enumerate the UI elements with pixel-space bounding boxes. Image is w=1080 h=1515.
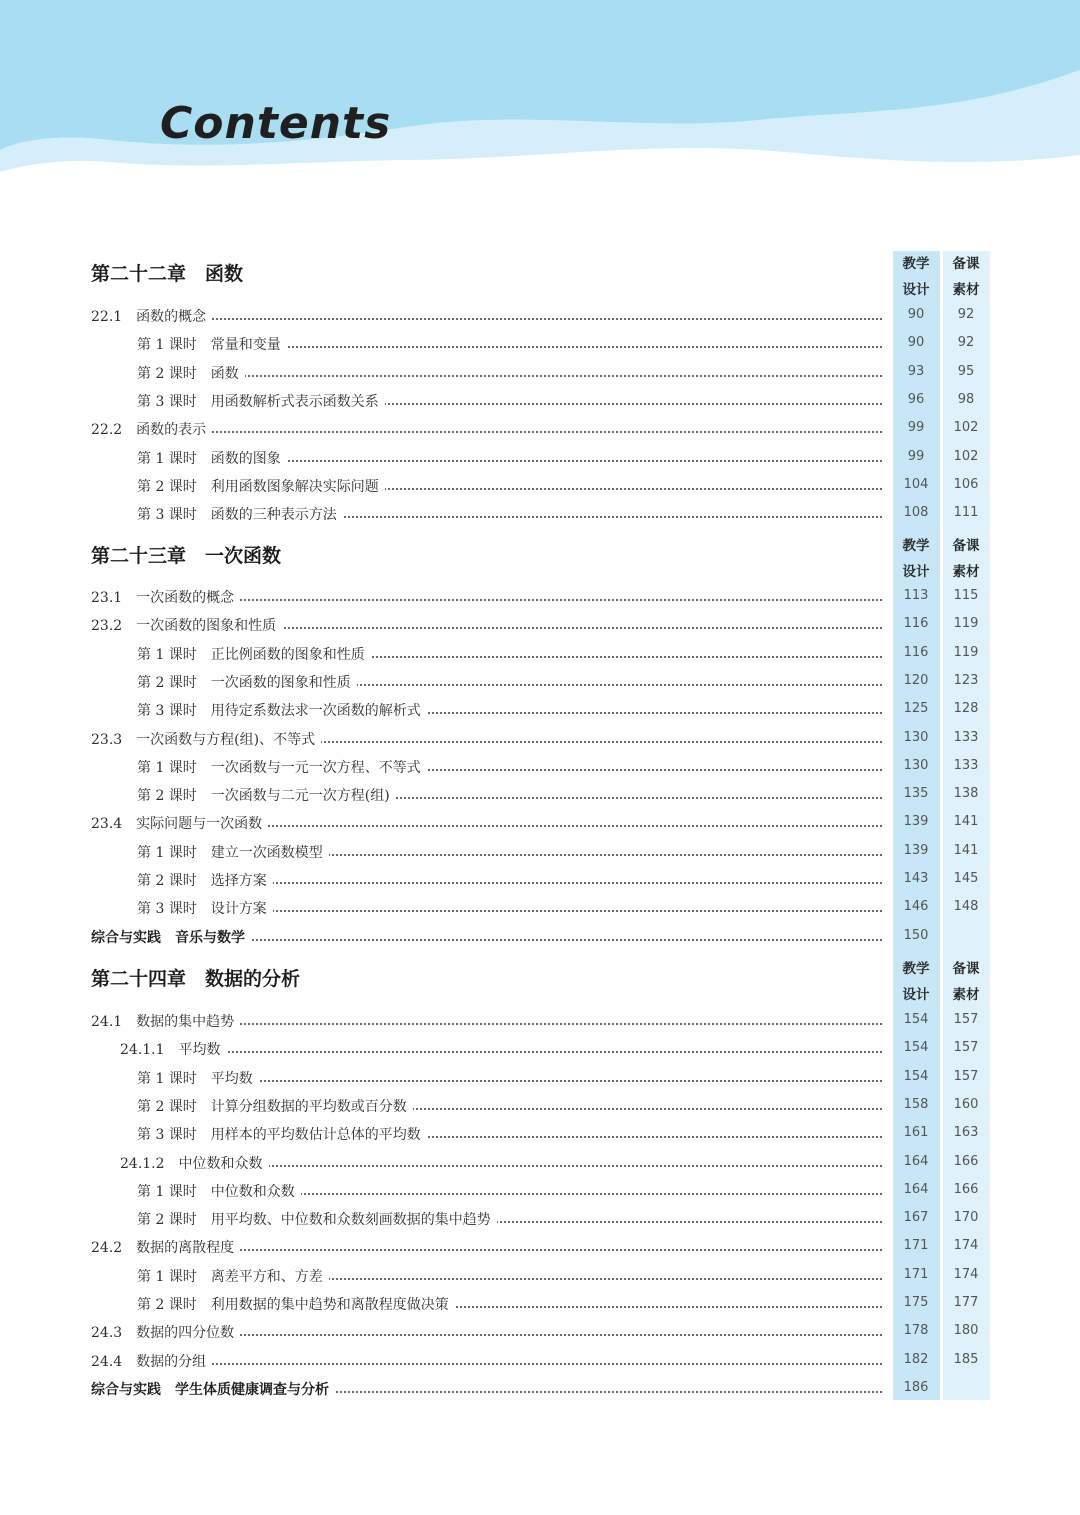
toc-entry-label: 24.1.2 中位数和众数 bbox=[120, 1152, 269, 1176]
toc-entry-label: 综合与实践 音乐与数学 bbox=[91, 926, 251, 950]
toc-entry[interactable] bbox=[0, 1093, 1080, 1121]
toc-entry-label: 24.4 数据的分组 bbox=[91, 1350, 212, 1374]
teaching-design-page: 120 bbox=[903, 672, 929, 688]
teaching-design-page: 154 bbox=[903, 1068, 929, 1084]
teaching-design-page: 164 bbox=[903, 1153, 929, 1169]
toc-entry-label: 第 1 课时 建立一次函数模型 bbox=[137, 841, 329, 865]
toc-entry-label: 第 2 课时 用平均数、中位数和众数刻画数据的集中趋势 bbox=[137, 1208, 497, 1232]
prep-material-page: 138 bbox=[953, 786, 979, 802]
prep-material-page: 92 bbox=[957, 335, 975, 351]
prep-material-page: 185 bbox=[953, 1351, 979, 1367]
teaching-design-page: 182 bbox=[903, 1351, 929, 1367]
chapter-title: 第二十二章 函数 bbox=[91, 263, 244, 285]
prep-material-page: 95 bbox=[957, 363, 975, 379]
column-heading: 教学 bbox=[902, 538, 930, 554]
toc-entry-label: 综合与实践 学生体质健康调查与分析 bbox=[91, 1378, 335, 1402]
toc-entry-label: 24.1.1 平均数 bbox=[120, 1038, 227, 1062]
toc-entry-label: 第 3 课时 用样本的平均数估计总体的平均数 bbox=[137, 1123, 427, 1147]
column-heading: 设计 bbox=[902, 282, 930, 298]
teaching-design-page: 130 bbox=[903, 757, 929, 773]
prep-material-page: 157 bbox=[953, 1012, 979, 1027]
teaching-design-page: 175 bbox=[903, 1295, 929, 1310]
prep-material-page: 111 bbox=[953, 505, 979, 521]
prep-material-page: 133 bbox=[953, 757, 979, 773]
toc-entry[interactable] bbox=[0, 473, 1080, 501]
toc-entry-label: 第 3 课时 函数的三种表示方法 bbox=[137, 503, 343, 527]
toc-entry-label: 第 1 课时 平均数 bbox=[137, 1067, 259, 1091]
teaching-design-page: 178 bbox=[903, 1323, 929, 1339]
teaching-design-page: 154 bbox=[903, 1012, 929, 1027]
toc-entry[interactable] bbox=[0, 388, 1080, 416]
toc-entry[interactable] bbox=[0, 445, 1080, 473]
teaching-design-page: 90 bbox=[907, 335, 925, 351]
teaching-design-page: 113 bbox=[903, 588, 929, 603]
teaching-design-page: 99 bbox=[907, 420, 925, 436]
prep-material-page: 119 bbox=[953, 616, 979, 632]
toc-entry-label: 23.3 一次函数与方程(组)、不等式 bbox=[91, 728, 321, 752]
teaching-design-page: 139 bbox=[903, 842, 929, 858]
prep-material-page: 123 bbox=[953, 672, 979, 688]
dot-leader bbox=[137, 375, 882, 377]
prep-material-page: 141 bbox=[953, 842, 979, 858]
column-heading: 教学 bbox=[902, 256, 930, 272]
toc-entry[interactable] bbox=[0, 501, 1080, 529]
column-heading: 素材 bbox=[952, 564, 980, 580]
toc-entry-label: 22.2 函数的表示 bbox=[91, 418, 212, 442]
toc-entry[interactable] bbox=[0, 1178, 1080, 1206]
toc-entry[interactable] bbox=[0, 669, 1080, 697]
prep-material-page: 163 bbox=[953, 1125, 979, 1141]
toc-entry[interactable] bbox=[0, 697, 1080, 725]
prep-material-page: 174 bbox=[953, 1266, 979, 1282]
prep-material-page: 157 bbox=[953, 1040, 979, 1056]
toc-entry[interactable] bbox=[0, 895, 1080, 923]
column-heading: 备课 bbox=[952, 256, 980, 272]
prep-material-page: 180 bbox=[953, 1323, 979, 1339]
toc-entry[interactable] bbox=[0, 1291, 1080, 1319]
teaching-design-page: 164 bbox=[903, 1181, 929, 1197]
toc-entry-label: 24.1 数据的集中趋势 bbox=[91, 1010, 240, 1034]
teaching-design-page: 108 bbox=[903, 505, 929, 521]
toc-entry[interactable] bbox=[0, 612, 1080, 640]
toc-entry[interactable] bbox=[0, 1263, 1080, 1291]
toc-entry-label: 第 2 课时 函数 bbox=[137, 362, 245, 386]
toc-entry[interactable] bbox=[0, 839, 1080, 867]
toc-entry[interactable] bbox=[0, 416, 1080, 444]
prep-material-page: 119 bbox=[953, 644, 979, 660]
toc-entry-label: 第 1 课时 函数的图象 bbox=[137, 447, 287, 471]
teaching-design-page: 171 bbox=[903, 1238, 929, 1254]
toc-entry-label: 24.2 数据的离散程度 bbox=[91, 1236, 240, 1260]
toc-entry-label: 24.3 数据的四分位数 bbox=[91, 1321, 240, 1345]
teaching-design-page: 158 bbox=[903, 1096, 929, 1112]
toc-entry[interactable] bbox=[0, 1008, 1080, 1036]
toc-entry-label: 22.1 函数的概念 bbox=[91, 305, 212, 329]
toc-entry-label: 第 2 课时 利用数据的集中趋势和离散程度做决策 bbox=[137, 1293, 455, 1317]
toc-entry[interactable] bbox=[0, 331, 1080, 359]
toc-entry-label: 23.4 实际问题与一次函数 bbox=[91, 812, 268, 836]
chapter-heading bbox=[0, 956, 1080, 1008]
prep-material-page: 141 bbox=[953, 814, 979, 830]
column-heading: 素材 bbox=[952, 987, 980, 1003]
toc-entry-label: 第 1 课时 常量和变量 bbox=[137, 333, 287, 357]
teaching-design-page: 116 bbox=[903, 616, 929, 632]
toc-entry[interactable] bbox=[0, 782, 1080, 810]
column-heading: 备课 bbox=[952, 538, 980, 554]
teaching-design-page: 167 bbox=[903, 1210, 929, 1226]
dot-leader bbox=[120, 1051, 882, 1053]
toc-entry[interactable] bbox=[0, 1121, 1080, 1149]
teaching-design-page: 135 bbox=[903, 786, 929, 802]
toc-entry-label: 第 2 课时 一次函数的图象和性质 bbox=[137, 671, 357, 695]
teaching-design-page: 154 bbox=[903, 1040, 929, 1056]
prep-material-page: 115 bbox=[953, 588, 979, 603]
teaching-design-page: 96 bbox=[907, 391, 925, 407]
toc-entry-label: 第 3 课时 设计方案 bbox=[137, 897, 273, 921]
teaching-design-page: 186 bbox=[903, 1379, 929, 1395]
column-heading: 教学 bbox=[902, 961, 930, 977]
prep-material-page: 92 bbox=[957, 307, 975, 322]
prep-material-page: 157 bbox=[953, 1068, 979, 1084]
prep-material-page: 145 bbox=[953, 871, 979, 886]
toc-entry-label: 第 2 课时 一次函数与二元一次方程(组) bbox=[137, 784, 396, 808]
toc-entry[interactable] bbox=[0, 1065, 1080, 1093]
chapter-title: 第二十四章 数据的分析 bbox=[91, 968, 301, 990]
prep-material-page: 166 bbox=[953, 1181, 979, 1197]
toc-entry-label: 第 1 课时 离差平方和、方差 bbox=[137, 1265, 329, 1289]
toc-entry[interactable] bbox=[0, 1036, 1080, 1064]
toc-entry[interactable] bbox=[0, 726, 1080, 754]
column-heading: 素材 bbox=[952, 282, 980, 298]
prep-material-page: 102 bbox=[953, 448, 979, 464]
toc-entry[interactable] bbox=[0, 1150, 1080, 1178]
column-heading: 设计 bbox=[902, 987, 930, 1003]
teaching-design-page: 125 bbox=[903, 701, 929, 717]
teaching-design-page: 99 bbox=[907, 448, 925, 464]
toc-entry-label: 第 2 课时 利用函数图象解决实际问题 bbox=[137, 475, 385, 499]
toc-entry-label: 23.1 一次函数的概念 bbox=[91, 586, 240, 610]
toc-entry[interactable] bbox=[0, 1234, 1080, 1262]
teaching-design-page: 161 bbox=[903, 1125, 929, 1141]
teaching-design-page: 93 bbox=[907, 363, 925, 379]
toc-entry[interactable] bbox=[0, 810, 1080, 838]
toc-entry-label: 23.2 一次函数的图象和性质 bbox=[91, 614, 282, 638]
toc-entry[interactable] bbox=[0, 867, 1080, 895]
toc-entry[interactable] bbox=[0, 360, 1080, 388]
toc-entry-label: 第 2 课时 计算分组数据的平均数或百分数 bbox=[137, 1095, 413, 1119]
toc-entry[interactable] bbox=[0, 1319, 1080, 1347]
prep-material-page: 177 bbox=[953, 1295, 979, 1310]
chapter-heading bbox=[0, 533, 1080, 585]
toc-entry[interactable] bbox=[0, 754, 1080, 782]
toc-entry-label: 第 3 课时 用函数解析式表示函数关系 bbox=[137, 390, 385, 414]
column-heading: 设计 bbox=[902, 564, 930, 580]
teaching-design-page: 139 bbox=[903, 814, 929, 830]
toc-entry-label: 第 2 课时 选择方案 bbox=[137, 869, 273, 893]
prep-material-page: 128 bbox=[953, 701, 979, 717]
teaching-design-page: 130 bbox=[903, 729, 929, 745]
teaching-design-page: 116 bbox=[903, 644, 929, 660]
teaching-design-page: 104 bbox=[903, 476, 929, 492]
prep-material-page: 148 bbox=[953, 899, 979, 915]
prep-material-page: 170 bbox=[953, 1210, 979, 1226]
teaching-design-page: 146 bbox=[903, 899, 929, 915]
toc-entry[interactable] bbox=[0, 924, 1080, 952]
toc-entry[interactable] bbox=[0, 1376, 1080, 1404]
toc-entry[interactable] bbox=[0, 641, 1080, 669]
teaching-design-page: 143 bbox=[903, 871, 929, 886]
toc-entry[interactable] bbox=[0, 584, 1080, 612]
chapter-heading bbox=[0, 251, 1080, 303]
prep-material-page: 166 bbox=[953, 1153, 979, 1169]
prep-material-page: 133 bbox=[953, 729, 979, 745]
prep-material-page: 98 bbox=[957, 391, 975, 407]
teaching-design-page: 171 bbox=[903, 1266, 929, 1282]
toc-entry-label: 第 3 课时 用待定系数法求一次函数的解析式 bbox=[137, 699, 427, 723]
toc-entry[interactable] bbox=[0, 1206, 1080, 1234]
toc-entry[interactable] bbox=[0, 303, 1080, 331]
toc-entry-label: 第 1 课时 一次函数与一元一次方程、不等式 bbox=[137, 756, 427, 780]
contents-title: Contents bbox=[160, 98, 392, 149]
prep-material-page: 106 bbox=[953, 476, 979, 492]
toc-entry[interactable] bbox=[0, 1348, 1080, 1376]
column-heading: 备课 bbox=[952, 961, 980, 977]
prep-material-page: 174 bbox=[953, 1238, 979, 1254]
prep-material-page: 160 bbox=[953, 1096, 979, 1112]
toc-entry-label: 第 1 课时 中位数和众数 bbox=[137, 1180, 301, 1204]
teaching-design-page: 90 bbox=[907, 307, 925, 322]
prep-material-page: 102 bbox=[953, 420, 979, 436]
toc-entry-label: 第 1 课时 正比例函数的图象和性质 bbox=[137, 643, 371, 667]
chapter-title: 第二十三章 一次函数 bbox=[91, 545, 282, 567]
teaching-design-page: 150 bbox=[903, 927, 929, 943]
